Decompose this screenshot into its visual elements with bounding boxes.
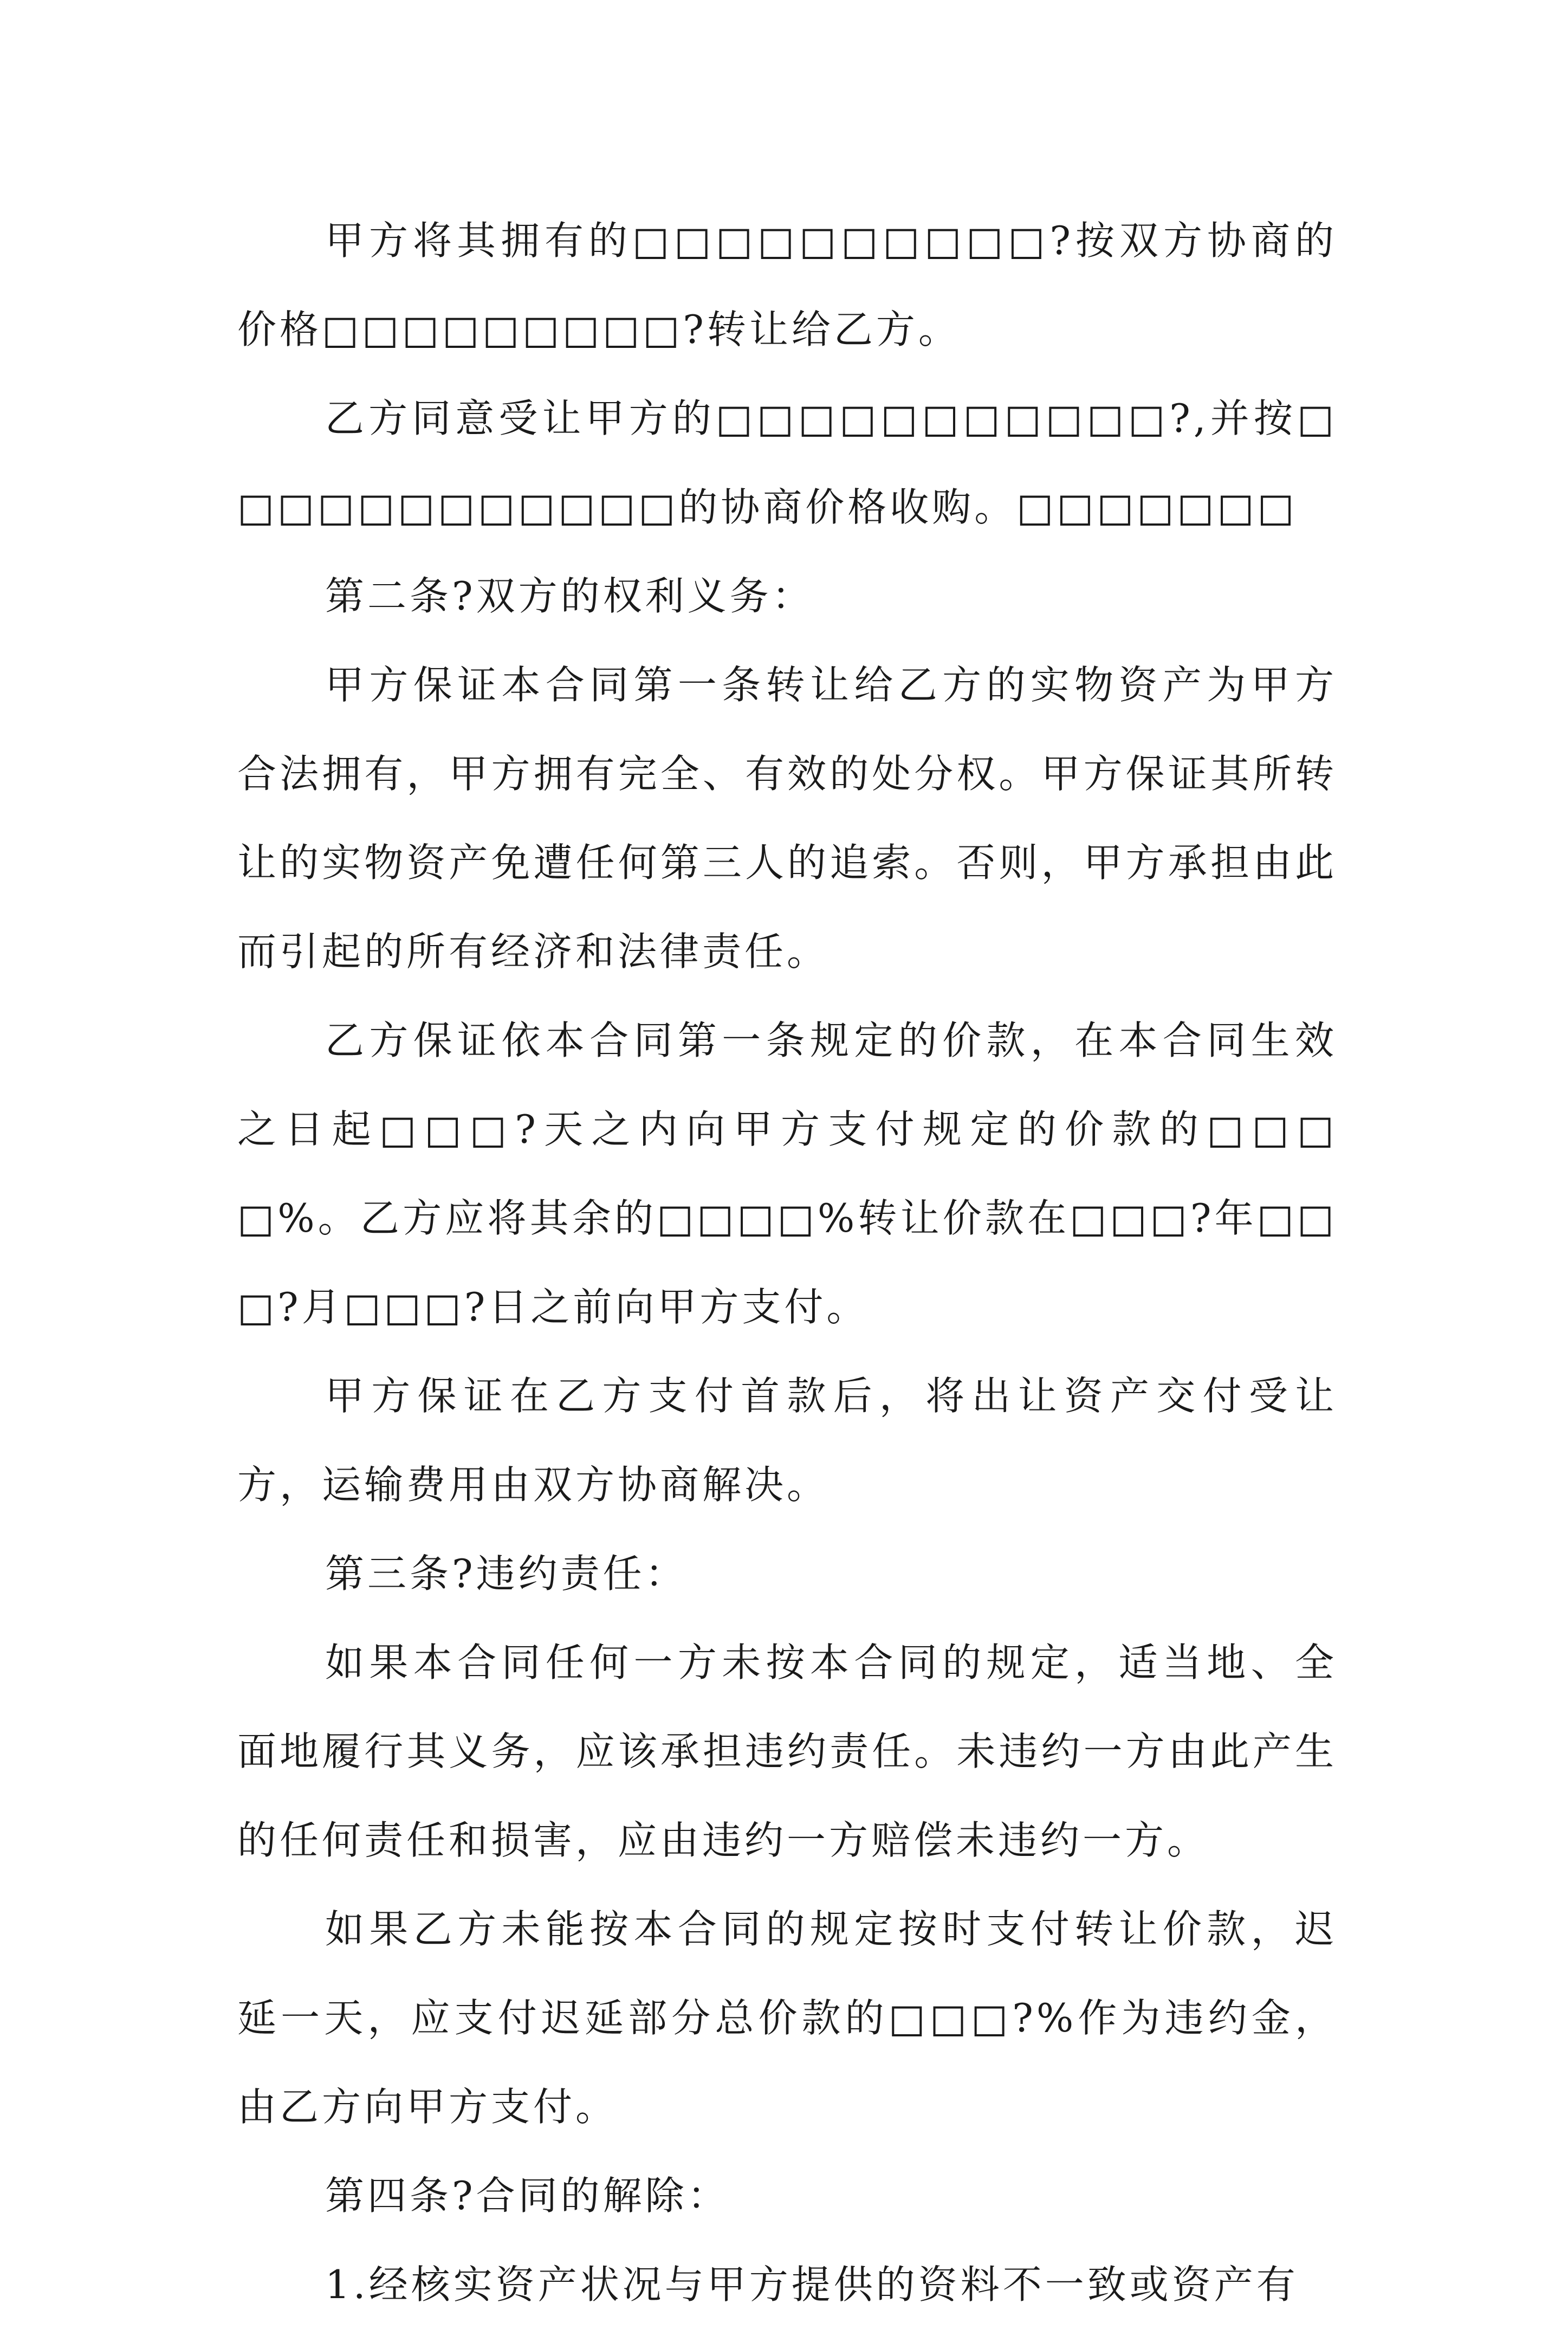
paragraph-late-payment: 如果乙方未能按本合同的规定按时支付转让价款，迟延一天，应支付迟延部分总价款的□□□?%作为违约金，由乙方向甲方支付。 <box>237 1906 1337 2130</box>
paragraph-transfer-clause: 甲方将其拥有的□□□□□□□□□□?按双方协商的价格□□□□□□□□□?转让给乙方。 <box>237 218 1337 352</box>
paragraph-asset-delivery: 甲方保证在乙方支付首款后，将出让资产交付受让方，运输费用由双方协商解决。 <box>237 1373 1337 1508</box>
paragraph-party-a-guarantee: 甲方保证本合同第一条转让给乙方的实物资产为甲方合法拥有，甲方拥有完全、有效的处分权。甲方保证其所转让的实物资产免遭任何第三人的追索。否则，甲方承担由此而引起的所有经济和法律责任。 <box>237 662 1337 974</box>
section-heading-liability: 第三条?违约责任： <box>325 1551 688 1596</box>
section-heading-termination: 第四条?合同的解除： <box>325 2173 730 2218</box>
paragraph-termination-item-1: 1.经核实资产状况与甲方提供的资料不一致或资产有 <box>325 2262 1299 2307</box>
paragraph-acceptance-clause: 乙方同意受让甲方的□□□□□□□□□□□?,并按□□□□□□□□□□□□的协商价格收购。□□□□□□□ <box>237 396 1337 530</box>
document-body <box>237 196 1337 2329</box>
paragraph-breach-general: 如果本合同任何一方未按本合同的规定，适当地、全面地履行其义务，应该承担违约责任。未违约一方由此产生的任何责任和损害，应由违约一方赔偿未违约一方。 <box>237 1640 1337 1863</box>
paragraph-party-b-payment: 乙方保证依本合同第一条规定的价款，在本合同生效之日起□□□?天之内向甲方支付规定的价款的□□□□%。乙方应将其余的□□□□%转让价款在□□□?年□□□?月□□□?日之前向甲方支付。 <box>237 1018 1337 1330</box>
section-heading-rights-obligations: 第二条?双方的权利义务： <box>325 573 814 619</box>
